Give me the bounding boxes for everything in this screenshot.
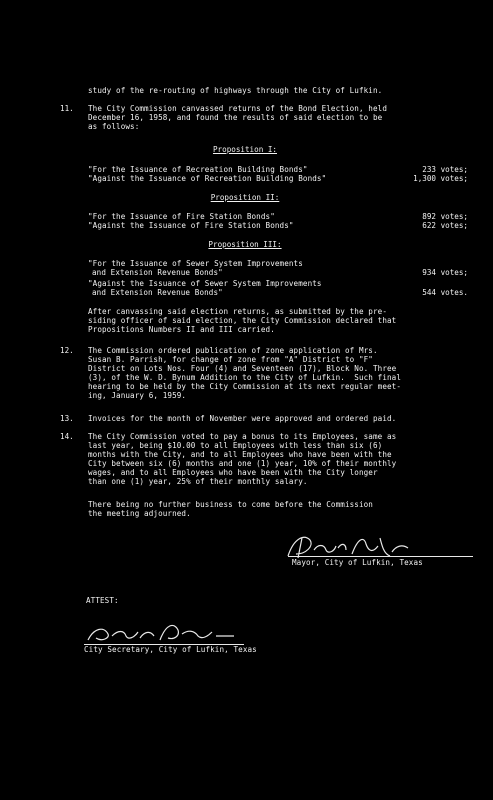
proposition-row-votes: 1,300 votes; [413,174,468,183]
secretary-caption: City Secretary, City of Lufkin, Texas [84,645,257,654]
proposition-row-votes: 544 votes. [422,288,468,297]
proposition-heading: Proposition II: [210,193,280,202]
item-12-line: The Commission ordered publication of zone application of Mrs. [88,346,378,355]
item-14-line: months with the City, and to all Employees who have been with the [88,450,392,459]
proposition-row-votes: 892 votes; [422,212,468,221]
item-13-line: Invoices for the month of November were approved and ordered paid. [88,414,397,423]
item-14-number: 14. [60,432,74,441]
item-11-after-line: siding officer of said election, the City Commission declared that [88,316,397,325]
proposition-row-label: and Extension Revenue Bonds" [92,288,223,297]
item-12-line: District on Lots Nos. Four (4) and Seventeen (17), Block No. Three [88,364,397,373]
item-14-line: The City Commission voted to pay a bonus to its Employees, same as [88,432,397,441]
item-14-line: wages, and to all Employees who have been with the City longer [88,468,378,477]
attest-label: ATTEST: [86,596,119,605]
intro-line: study of the re-routing of highways through the City of Lufkin. [88,86,383,95]
proposition-row-votes: 934 votes; [422,268,468,277]
item-12-line: (3), of the W. D. Bynum Addition to the City of Lufkin. Such final [88,373,402,382]
item-12-line: hearing to be held by the City Commission at its next regular meet- [88,382,402,391]
item-12-line: Susan B. Parrish, for change of zone from "A" District to "F" [88,355,373,364]
proposition-row-label: "Against the Issuance of Fire Station Bonds" [88,221,294,230]
closing-line: the meeting adjourned. [88,509,191,518]
item-11-after-line: Propositions Numbers II and III carried. [88,325,275,334]
proposition-row-label: "For the Issuance of Sewer System Improvements [88,259,303,268]
proposition-row-label: "Against the Issuance of Recreation Building Bonds" [88,174,327,183]
proposition-row-votes: 233 votes; [422,165,468,174]
item-14-line: last year, being $10.00 to all Employees with less than six (6) [88,441,383,450]
item-14-line: than one (1) year, 25% of their monthly salary. [88,477,308,486]
proposition-row-votes: 622 votes; [422,221,468,230]
item-11-line: as follows: [88,122,140,131]
closing-line: There being no further business to come before the Commission [88,500,373,509]
proposition-row-label: "Against the Issuance of Sewer System Improvements [88,279,322,288]
proposition-heading: Proposition I: [212,145,277,154]
item-11-after-line: After canvassing said election returns, as submitted by the pre- [88,307,387,316]
item-12-number: 12. [60,346,74,355]
mayor-caption: Mayor, City of Lufkin, Texas [292,558,423,567]
item-13-number: 13. [60,414,74,423]
item-11-line: December 16, 1958, and found the results of said election to be [88,113,383,122]
item-14-line: City between six (6) months and one (1) year, 10% of their monthly [88,459,397,468]
item-12-line: ing, January 6, 1959. [88,391,187,400]
secretary-signature [84,620,244,646]
item-11-number: 11. [60,104,74,113]
mayor-signature-line [288,556,473,557]
proposition-row-label: and Extension Revenue Bonds" [92,268,223,277]
item-11-line: The City Commission canvassed returns of the Bond Election, held [88,104,387,113]
proposition-row-label: "For the Issuance of Recreation Building Bonds" [88,165,308,174]
proposition-heading: Proposition III: [208,240,282,249]
proposition-row-label: "For the Issuance of Fire Station Bonds" [88,212,275,221]
